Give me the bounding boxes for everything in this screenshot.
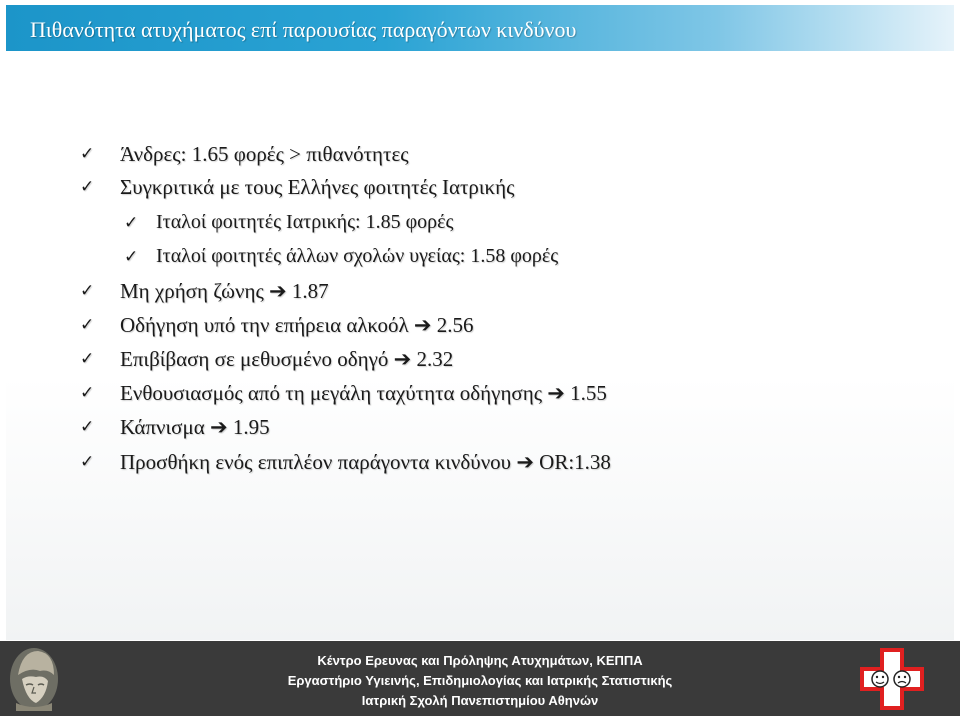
- bullet-text: Μη χρήση ζώνης ➔ 1.87: [120, 279, 329, 303]
- footer-line-3: Ιατρική Σχολή Πανεπιστημίου Αθηνών: [361, 693, 599, 708]
- bullet-text: Οδήγηση υπό την επήρεια αλκοόλ ➔ 2.56: [120, 313, 474, 337]
- red-cross-faces-logo-icon: [856, 646, 928, 712]
- content-area: [6, 55, 954, 640]
- check-icon: ✓: [80, 349, 95, 369]
- check-icon: ✓: [124, 247, 139, 267]
- bullet-text: Ιταλοί φοιτητές Ιατρικής: 1.85 φορές: [156, 211, 454, 233]
- bullet-text: Ιταλοί φοιτητές άλλων σχολών υγείας: 1.58 φορές: [156, 245, 559, 267]
- footer-line-1: Κέντρο Ερευνας και Πρόληψης Ατυχημάτων, ΚΕΠΠΑ: [317, 653, 643, 668]
- title-bar: [6, 5, 954, 51]
- bullet-text: Συγκριτικά με τους Ελλήνες φοιτητές Ιατρικής: [120, 175, 515, 199]
- check-icon: ✓: [124, 213, 139, 233]
- check-icon: ✓: [80, 417, 95, 437]
- check-icon: ✓: [80, 144, 95, 164]
- check-icon: ✓: [80, 177, 95, 197]
- check-icon: ✓: [80, 315, 95, 335]
- bullet-text: Άνδρες: 1.65 φορές > πιθανότητες: [120, 142, 409, 166]
- check-icon: ✓: [80, 383, 95, 403]
- footer-text: [0, 651, 960, 711]
- bullet-text: Ενθουσιασμός από τη μεγάλη ταχύτητα οδήγησης ➔ 1.55: [120, 381, 607, 405]
- check-icon: ✓: [80, 281, 95, 301]
- bullet-text: Προσθήκη ενός επιπλέον παράγοντα κινδύνου ➔ OR:1.38: [120, 450, 611, 474]
- check-icon: ✓: [80, 452, 95, 472]
- slide-title: Πιθανότητα ατυχήματος επί παρουσίας παραγόντων κινδύνου: [30, 17, 577, 42]
- bullet-text: Κάπνισμα ➔ 1.95: [120, 415, 270, 439]
- footer-line-2: Εργαστήριο Υγιεινής, Επιδημιολογίας και Ιατρικής Στατιστικής: [287, 673, 673, 688]
- bullet-text: Επιβίβαση σε μεθυσμένο οδηγό ➔ 2.32: [120, 347, 454, 371]
